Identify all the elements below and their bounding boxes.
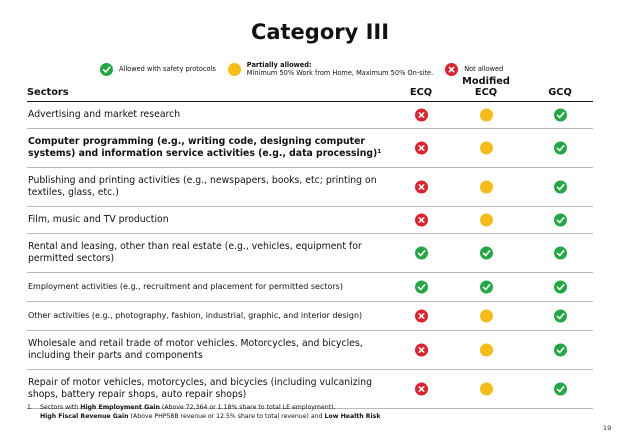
- table-row: [27, 207, 593, 234]
- legend-partial-desc: Minimum 50% Work from Home, Maximum 50% On-site.: [246, 69, 434, 77]
- status-cell-mecq: [456, 281, 516, 294]
- check-icon: [480, 247, 493, 260]
- status-cell-mecq: [456, 109, 516, 122]
- x-icon: [415, 310, 428, 323]
- check-icon: [554, 109, 567, 122]
- status-cell-mecq: [456, 142, 516, 155]
- check-icon: [554, 344, 567, 357]
- partial-circle-icon: [480, 214, 493, 227]
- header-gcq: GCQ: [548, 87, 572, 98]
- status-cell-ecq: [391, 281, 451, 294]
- status-cell-gcq: [530, 281, 590, 294]
- sector-label: Publishing and printing activities (e.g., newspapers, books, etc; printing on textiles, glass, etc.): [28, 175, 377, 198]
- status-cell-ecq: [391, 109, 451, 122]
- footnote-text: (Above PHP58B revenue or 12.5% share to total revenue) and: [128, 413, 325, 420]
- legend-allowed-label: Allowed with safety protocols: [119, 65, 216, 73]
- slide-title: Category III: [250, 20, 390, 44]
- legend: [100, 57, 515, 81]
- table-row: [27, 102, 593, 129]
- footnote-emphasis: Low Health Risk: [324, 413, 381, 420]
- status-cell-ecq: [391, 310, 451, 323]
- sector-label: Advertising and market research: [28, 109, 181, 120]
- partial-circle-icon: [480, 142, 493, 155]
- legend-not-allowed: [445, 63, 503, 76]
- status-cell-ecq: [391, 142, 451, 155]
- sector-table: [27, 76, 593, 409]
- status-cell-mecq: [456, 181, 516, 194]
- partial-circle-icon: [480, 344, 493, 357]
- footnote-emphasis: High Employment Gain: [80, 404, 160, 411]
- check-icon: [415, 281, 428, 294]
- footnote-number: 1.: [27, 404, 33, 411]
- status-cell-ecq: [391, 247, 451, 260]
- footnote-text: Sectors with: [40, 404, 81, 411]
- check-icon: [554, 247, 567, 260]
- legend-allowed: [100, 63, 216, 76]
- x-icon: [415, 181, 428, 194]
- partial-circle-icon: [480, 383, 493, 396]
- table-row: [27, 129, 593, 168]
- check-icon: [554, 281, 567, 294]
- table-row: [27, 234, 593, 273]
- partial-circle-icon: [480, 181, 493, 194]
- status-cell-gcq: [530, 109, 590, 122]
- check-icon: [415, 247, 428, 260]
- page-number: 19: [603, 424, 612, 432]
- status-cell-ecq: [391, 181, 451, 194]
- status-cell-mecq: [456, 344, 516, 357]
- sector-label: Computer programming (e.g., writing code, designing computer systems) and information service activities (e.g., data processing)¹: [28, 136, 382, 159]
- check-icon: [554, 181, 567, 194]
- check-icon: [480, 281, 493, 294]
- status-cell-gcq: [530, 247, 590, 260]
- x-icon: [415, 344, 428, 357]
- x-icon: [415, 383, 428, 396]
- check-icon: [554, 383, 567, 396]
- table-header: [27, 76, 593, 102]
- table-row: [27, 273, 593, 302]
- sector-label: Employment activities (e.g., recruitment and placement for permitted sectors): [28, 282, 343, 291]
- check-icon: [554, 310, 567, 323]
- legend-not-allowed-label: Not allowed: [464, 65, 504, 73]
- sector-label: Repair of motor vehicles, motorcycles, and bicycles (including vulcanizing shops, battery repair shops, auto repair shops): [28, 377, 373, 400]
- x-icon: [415, 214, 428, 227]
- header-mecq: [456, 76, 516, 98]
- footnote-emphasis: High Fiscal Revenue Gain: [40, 413, 129, 420]
- status-cell-gcq: [530, 142, 590, 155]
- check-icon: [554, 142, 567, 155]
- header-sectors: Sectors: [27, 87, 69, 98]
- header-ecq: ECQ: [409, 87, 433, 98]
- legend-partial-title: Partially allowed:: [246, 61, 312, 69]
- status-cell-mecq: [456, 383, 516, 396]
- status-cell-gcq: [530, 181, 590, 194]
- check-icon: [554, 214, 567, 227]
- sector-label: Rental and leasing, other than real estate (e.g., vehicles, equipment for permitted sectors): [28, 241, 362, 264]
- footnote: [27, 403, 380, 421]
- status-cell-mecq: [456, 214, 516, 227]
- sector-label: Wholesale and retail trade of motor vehicles. Motorcycles, and bicycles, including their parts and components: [28, 338, 363, 361]
- sector-label: Film, music and TV production: [28, 214, 169, 225]
- status-cell-gcq: [530, 310, 590, 323]
- footnote-text: (Above 72,364 or 1.18% share to total LE employment),: [159, 404, 336, 411]
- x-icon: [445, 63, 458, 76]
- x-icon: [415, 109, 428, 122]
- status-cell-ecq: [391, 383, 451, 396]
- status-cell-ecq: [391, 214, 451, 227]
- x-icon: [415, 142, 428, 155]
- table-row: [27, 168, 593, 207]
- status-cell-gcq: [530, 383, 590, 396]
- status-cell-mecq: [456, 310, 516, 323]
- header-mecq-line2: ECQ: [474, 87, 498, 98]
- sector-label: Other activities (e.g., photography, fashion, industrial, graphic, and interior design): [28, 311, 363, 320]
- partial-circle-icon: [480, 310, 493, 323]
- status-cell-gcq: [530, 344, 590, 357]
- check-icon: [100, 63, 113, 76]
- status-cell-mecq: [456, 247, 516, 260]
- table-row: [27, 331, 593, 370]
- status-cell-gcq: [530, 214, 590, 227]
- partial-circle-icon: [228, 63, 241, 76]
- partial-circle-icon: [480, 109, 493, 122]
- legend-partial: [228, 61, 433, 77]
- header-mecq-line1: Modified: [462, 76, 510, 87]
- table-row: [27, 302, 593, 331]
- status-cell-ecq: [391, 344, 451, 357]
